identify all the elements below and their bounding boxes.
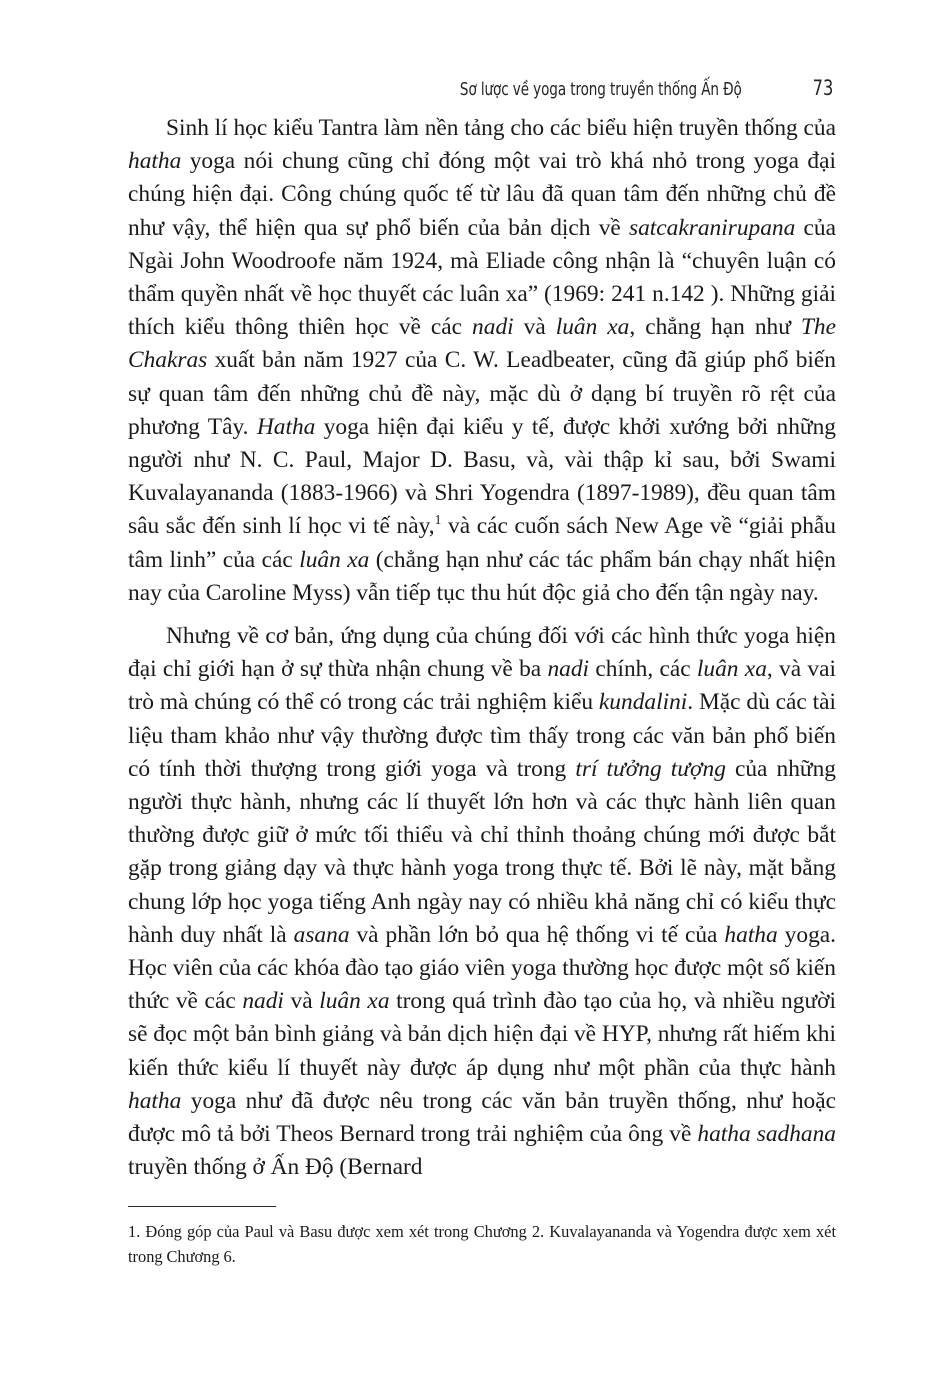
text-run: yoga nói chung cũng chỉ đóng một vai trò khá nhỏ trong yoga đại chúng hiện đại. Công chúng quốc tế từ lâu đã quan tâm đến những chủ đề như vậy, thể hiện qua sự phổ biến của bản dịch về (128, 148, 836, 241)
text-run: và (513, 314, 556, 341)
text-run: và phần lớn bỏ qua hệ thống vi tế của (349, 921, 725, 948)
text-run: và các cuốn sách New Age về “giải phẫu tâm linh” của các (128, 513, 836, 573)
italic-term: satcakranirupana (629, 214, 796, 241)
footnote-list (128, 1219, 836, 1269)
italic-term: hatha (724, 921, 778, 948)
text-run: và (283, 988, 320, 1015)
italic-term: luân xa (299, 546, 370, 573)
text-run: truyền thống ở Ấn Độ (Bernard (128, 1154, 423, 1181)
running-head (128, 76, 835, 102)
italic-term: Hatha (256, 413, 316, 440)
italic-term: hatha (128, 1087, 182, 1114)
text-run: Sinh lí học kiểu Tantra làm nền tảng cho các biểu hiện truyền thống của (166, 115, 836, 141)
text-run: trong quá trình đào tạo của họ, và nhiều người sẽ đọc một bản bình giảng và bản dịch hiện đại về HYP, nhưng rất hiếm khi kiến thức kiểu lí thuyết này được áp dụng như một phần của thực hành (128, 988, 836, 1081)
italic-term: asana (293, 921, 350, 948)
body-paragraph (128, 112, 836, 610)
text-run: yoga hiện đại kiểu y tế, được khởi xướng bởi những người như N. C. Paul, Major D. Basu, và, vài thập kỉ sau, bởi Swami Kuvalayananda (1883-1966) và Shri Yogendra (1897-1989), đều quan tâm sâu sắc đến sinh lí học vi tế này, (128, 413, 837, 540)
footnote-separator-rule (128, 1206, 276, 1207)
text-run: . Mặc dù các tài liệu tham khảo như vậy thường được tìm thấy trong các văn bản phổ biến có tính thời thượng trong giới yoga và trong (128, 689, 837, 782)
italic-term: nadi (547, 656, 590, 683)
text-run: , và vai trò mà chúng có thể có trong các trải nghiệm kiểu (128, 656, 836, 716)
footnote-item (128, 1219, 836, 1269)
text-run: của Ngài John Woodroofe năm 1924, mà Eliade công nhận là “chuyên luận có thẩm quyền nhất về học thuyết các luân xa” (1969: 241 n.142 ). Những giải thích kiểu thông thiên học về các (128, 214, 836, 341)
footnote-area (128, 1206, 836, 1269)
italic-term: luân xa (696, 656, 767, 683)
italic-term: hatha (128, 148, 182, 175)
text-run: của những người thực hành, nhưng các lí thuyết lớn hơn và các thực hành liên quan thường được giữ ở mức tối thiểu và chỉ thỉnh thoảng chúng mới được bắt gặp trong giảng dạy và thực hành yoga trong thực tế. Bởi lẽ này, mặt bằng chung lớp học yoga tiếng Anh ngày nay có nhiều khả năng chỉ có kiểu thực hành duy nhất là (128, 755, 836, 948)
body-paragraph (128, 620, 836, 1184)
page-number: 73 (812, 76, 834, 100)
italic-term: nadi (242, 988, 284, 1015)
running-head-title: Sơ lược về yoga trong truyền thống Ấn Độ (460, 80, 743, 100)
text-run: (chẳng hạn như các tác phẩm bán chạy nhất hiện nay của Caroline Myss) vẫn tiếp tục thu hút độc giả cho đến tận ngày nay. (128, 546, 836, 606)
italic-term: kundalini (598, 689, 688, 716)
italic-term: The Chakras (128, 314, 836, 374)
italic-term: hatha sadhana (697, 1121, 836, 1148)
text-run: xuất bản năm 1927 của C. W. Leadbeater, cũng đã giúp phổ biến sự quan tâm đến những chủ đề này, mặc dù ở dạng bí truyền rõ rệt của phương Tây. (128, 347, 836, 440)
text-run: yoga như đã được nêu trong các văn bản truyền thống, như hoặc được mô tả bởi Theos Bernard trong trải nghiệm của ông về (128, 1087, 836, 1148)
italic-term: trí tưởng tượng (575, 755, 726, 782)
text-run: Nhưng về cơ bản, ứng dụng của chúng đối với các hình thức yoga hiện đại chỉ giới hạn ở sự thừa nhận chung về ba (128, 623, 836, 683)
italic-term: luân xa (319, 988, 390, 1015)
italic-term: luân xa (555, 314, 630, 341)
text-run: chính, các (589, 656, 697, 683)
text-run: 1. Đóng góp của Paul và Basu được xem xét trong Chương 2. Kuvalayananda và Yogendra được xem xét trong Chương 6. (128, 1222, 836, 1266)
body-text-block (128, 112, 836, 1185)
text-run: , chẳng hạn như (629, 314, 801, 341)
italic-term: nadi (472, 314, 514, 341)
footnote-reference-marker[interactable]: 1 (434, 512, 442, 528)
text-run: yoga. Học viên của các khóa đào tạo giáo viên yoga thường học được một số kiến thức về các (128, 921, 836, 1015)
